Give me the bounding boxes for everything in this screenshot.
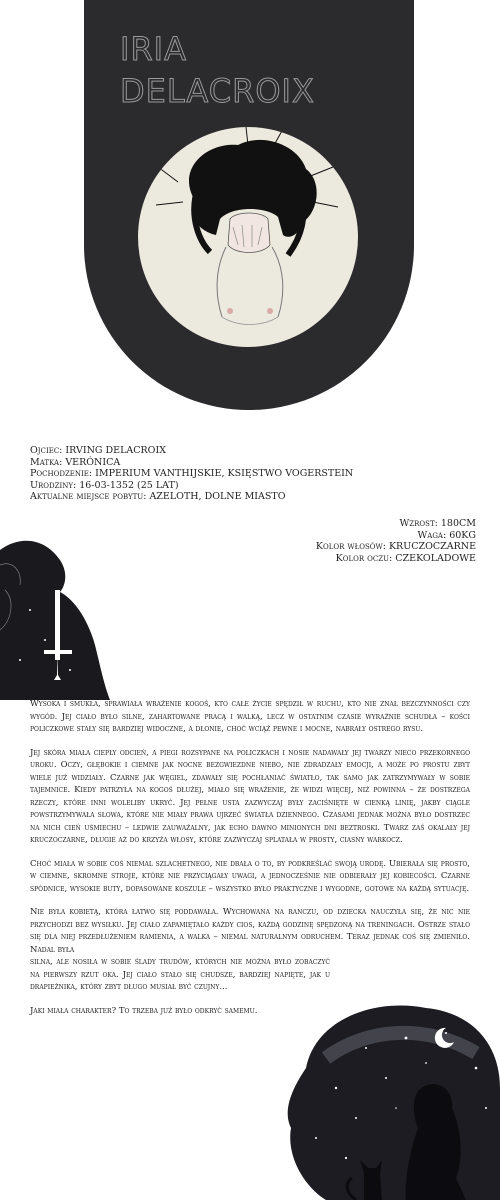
paragraph-4: Nie była kobietą, która łatwo się poddawała. Wychowana na ranczu, od dziecka nauczyła się, że nic nie przychodzi bez wysiłku. Jej ciało zapamiętało każdy cios, każdą godzinę spędzoną na treningach. Ostrze stało się dla niej przedłużeniem ramienia, a walka – niemal naturalnym odruchem. Teraz jednak coś się zmieniło. Nadal była — [30, 907, 470, 955]
paragraph-5: Jaki miała charakter? To trzeba już było odkryć samemu. — [30, 1005, 258, 1016]
hair-label: Kolor włosów: — [315, 541, 386, 552]
father-label: Ojciec: — [30, 445, 63, 456]
portrait-image — [138, 127, 358, 347]
paragraph-4-continued: silna, ale nosiła w sobie ślady trudów, których nie można było zobaczyć na pierwszy rzut oka. Jej ciało stało się chudsze, bardziej napięte, jak u drapieżnika, który zbyt długo musiał być czujny... — [30, 957, 330, 992]
first-name: IRIA — [120, 30, 187, 68]
character-name — [120, 28, 315, 112]
warrior-silhouette-image — [0, 530, 150, 700]
mother-row — [30, 457, 470, 469]
eyes-value: CZEKOLADOWE — [395, 552, 476, 564]
physical-stats — [216, 518, 476, 564]
last-name: DELACROIX — [120, 72, 315, 110]
height-label: Wzrost: — [399, 518, 438, 529]
weight-row — [216, 530, 476, 542]
residence-label: Aktualne miejsce pobytu: — [30, 491, 147, 502]
origin-label: Pochodzenie: — [30, 468, 93, 479]
hair-row — [216, 541, 476, 553]
father-value: IRVING DELACROIX — [65, 445, 166, 456]
eyes-row — [216, 553, 476, 565]
mother-value: VERÓNICA — [65, 456, 121, 468]
character-description — [30, 698, 470, 1028]
born-value: 16-03-1352 (25 LAT) — [79, 479, 179, 491]
mother-label: Matka: — [30, 456, 63, 468]
eyes-label: Kolor oczu: — [335, 552, 393, 564]
origin-row — [30, 468, 470, 480]
born-row — [30, 480, 470, 492]
galaxy-girl-cat-image — [286, 998, 500, 1200]
born-label: Urodziny: — [30, 479, 77, 491]
residence-value: AZELOTH, DOLNE MIASTO — [149, 491, 286, 502]
origin-value: IMPERIUM VANTHIJSKIE, KSIĘSTWO VOGERSTEIN — [95, 468, 354, 479]
portrait-illustration — [138, 127, 358, 347]
paragraph-2: Jej skóra miała ciepły odcień, a piegi rozsypane na policzkach i nosie nadawały jej twarzy nieco przekornego uroku. Oczy, głębokie i ciemne jak nocne bezgwiezdne niebo, nie zdradzały emocji, a może po prostu zbyt wiele już widziały. Czarne jak węgiel, zdawały się pochłaniać światło, tak samo jak zatrzymywały w sobie tajemnice. Kiedy patrzyła na kogoś dłużej, miało się wrażenie, że widzi więcej, niż powinna – że dostrzega rzeczy, które inni woleliby ukryć. Jej pełne usta zazwyczaj były zaciśnięte w cienką linię, jakby ciągle powstrzymywała słowa, które nie miały prawa ujrzeć światła dziennego. Czasami jednak można było dostrzec na nich cień uśmiechu – ledwie zauważalny, jak echo dawno minionych dni beztroski. Twarz zaś okalały jej kruczoczarne, długie aż do krzyża włosy, które zazwyczaj splatała w prosty, ciasny warkocz. — [30, 747, 470, 845]
basic-info — [30, 445, 470, 503]
height-row — [216, 518, 476, 530]
weight-label: Waga: — [417, 529, 447, 541]
height-value: 180CM — [440, 518, 476, 529]
weight-value: 60KG — [449, 529, 476, 541]
paragraph-1: Wysoka i smukła, sprawiała wrażenie kogoś, kto całe życie spędził w ruchu, kto nie znał bezczynności czy wygód. Jej ciało było silne, zahartowane pracą i walką, lecz w ostatnim czasie wyraźnie schudła – kości policzkowe stały się bardziej widoczne, a dłonie, choć wciąż pewne i mocne, nabrały ostrego rysu. — [30, 699, 470, 734]
father-row — [30, 445, 470, 457]
paragraph-3: Choć miała w sobie coś niemal szlachetnego, nie dbała o to, by podkreślać swoją urodę. Ubierała się prosto, w ciemne, skromne stroje, które nie przyciągały uwagi, a jednocześnie nie odbierały jej kobiecości. Czarne spódnice, wysokie buty, dopasowane koszule – wszystko było praktyczne i wygodne, gotowe na każdą sytuację. — [30, 858, 470, 894]
hair-value: KRUCZOCZARNE — [388, 541, 476, 552]
residence-row — [30, 491, 470, 503]
